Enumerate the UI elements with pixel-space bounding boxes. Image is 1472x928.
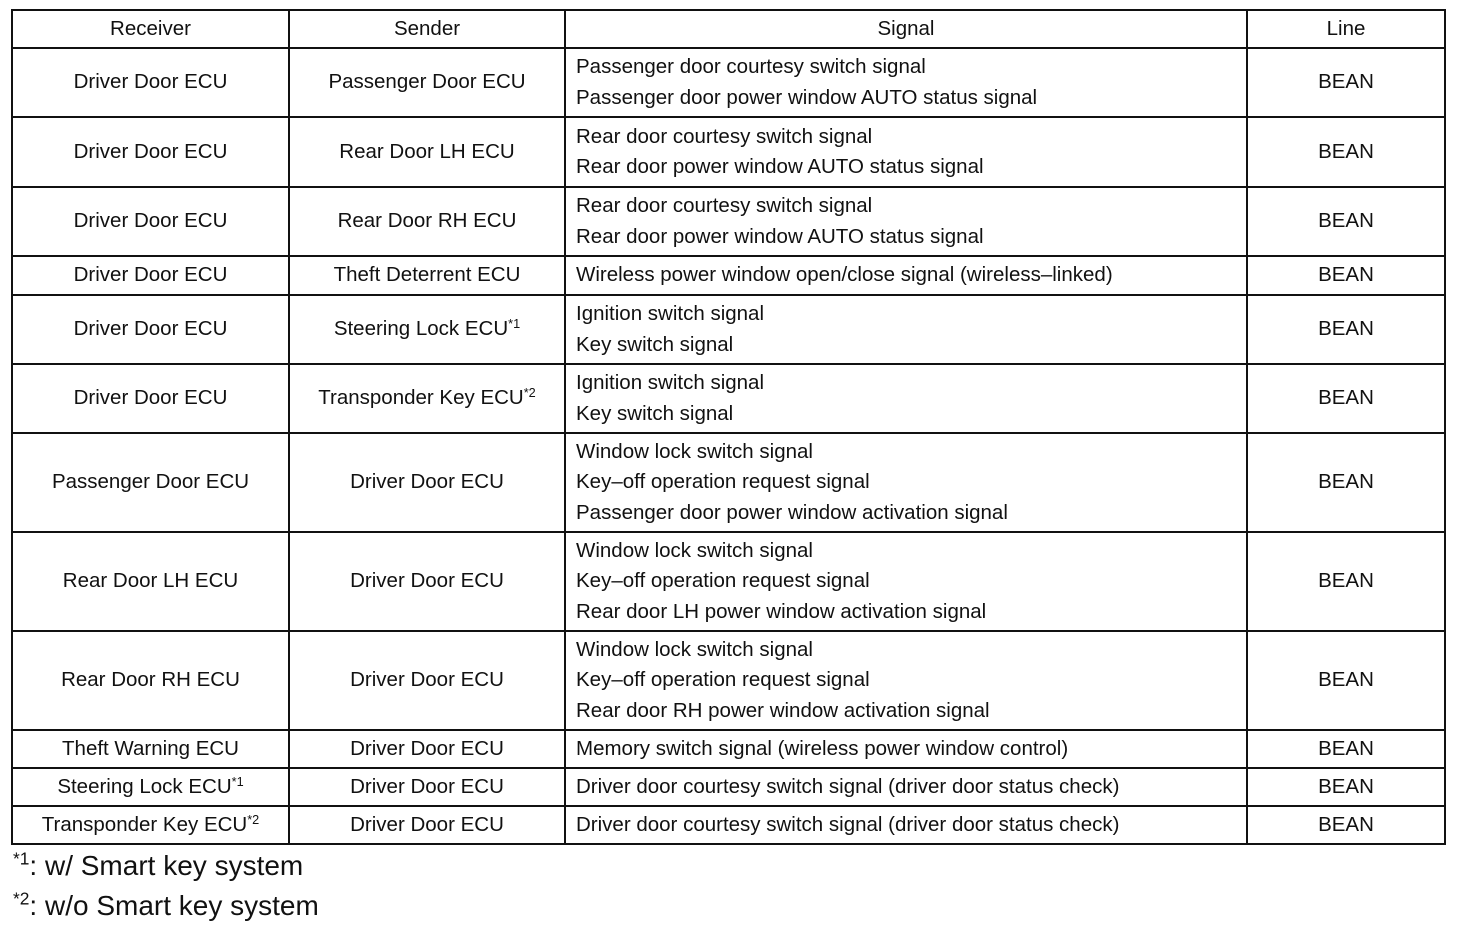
line-cell	[1247, 631, 1445, 730]
sender-cell	[289, 433, 565, 532]
line-cell	[1247, 532, 1445, 631]
receiver-cell	[12, 532, 289, 631]
signal-line: Key–off operation request signal	[576, 668, 870, 692]
signal-line: Rear door courtesy switch signal	[576, 194, 873, 217]
line-label: BEAN	[1318, 812, 1374, 836]
sender-cell	[289, 295, 565, 364]
sender-cell	[289, 364, 565, 433]
sender-cell	[289, 730, 565, 768]
receiver-label: Driver Door ECU	[73, 139, 228, 163]
signal-line: Ignition switch signal	[576, 371, 765, 394]
line-cell	[1247, 730, 1445, 768]
line-label: BEAN	[1318, 317, 1374, 341]
line-label: BEAN	[1318, 774, 1374, 798]
receiver-cell	[12, 631, 289, 730]
table-row	[12, 117, 1445, 187]
receiver-cell	[12, 806, 289, 844]
signal-line: Rear door power window AUTO status signal	[576, 155, 984, 178]
signal-line: Window lock switch signal	[576, 439, 813, 463]
table-row	[12, 806, 1445, 844]
receiver-label: Transponder Key ECU	[41, 812, 248, 836]
footnote-mark: *1	[13, 848, 30, 869]
receiver-cell	[12, 295, 289, 364]
signal-line: Window lock switch signal	[576, 637, 813, 661]
sender-label: Transponder Key ECU	[318, 386, 524, 410]
receiver-label: Rear Door LH ECU	[62, 569, 239, 593]
signal-line: Key switch signal	[576, 401, 734, 425]
sender-label: Rear Door RH ECU	[337, 209, 517, 233]
sender-label: Driver Door ECU	[350, 470, 504, 494]
sender-label: Rear Door LH ECU	[339, 139, 515, 163]
signal-line: Rear door LH power window activation signal	[576, 599, 987, 623]
line-cell	[1247, 48, 1445, 117]
receiver-cell	[12, 364, 289, 433]
signal-line: Ignition switch signal	[576, 302, 765, 325]
signal-cell	[565, 364, 1247, 433]
footnote-ref: *1	[231, 773, 244, 789]
signal-cell	[565, 631, 1247, 730]
signal-line: Rear door RH power window activation signal	[576, 698, 990, 722]
footnote-text: : w/ Smart key system	[29, 850, 304, 881]
signal-line: Key–off operation request signal	[576, 569, 870, 593]
signal-line: Wireless power window open/close signal (wireless–linked)	[576, 263, 1113, 287]
signal-cell	[565, 295, 1247, 364]
signal-cell	[565, 433, 1247, 532]
signal-line: Rear door power window AUTO status signal	[576, 224, 984, 248]
receiver-label: Driver Door ECU	[73, 209, 228, 233]
table-row	[12, 187, 1445, 256]
footnotes	[13, 846, 319, 926]
header-receiver: Receiver	[12, 10, 289, 48]
line-label: BEAN	[1318, 263, 1374, 287]
table-row	[12, 730, 1445, 768]
sender-cell	[289, 187, 565, 256]
footnote-1	[13, 846, 319, 886]
signal-cell	[565, 730, 1247, 768]
sender-label: Driver Door ECU	[350, 774, 504, 798]
sender-label: Driver Door ECU	[350, 812, 504, 836]
sender-cell	[289, 532, 565, 631]
line-label: BEAN	[1318, 569, 1374, 593]
receiver-cell	[12, 117, 289, 187]
receiver-cell	[12, 730, 289, 768]
sender-label: Driver Door ECU	[350, 736, 504, 760]
signal-cell	[565, 806, 1247, 844]
table-row	[12, 256, 1445, 295]
line-label: BEAN	[1318, 209, 1374, 233]
line-cell	[1247, 117, 1445, 187]
table-header	[12, 10, 1445, 48]
sender-label: Theft Deterrent ECU	[333, 263, 521, 287]
sender-label: Passenger Door ECU	[328, 70, 526, 94]
receiver-label: Passenger Door ECU	[51, 470, 250, 494]
sender-label: Driver Door ECU	[350, 668, 504, 692]
line-label: BEAN	[1318, 736, 1374, 760]
table-row	[12, 433, 1445, 532]
line-cell	[1247, 768, 1445, 806]
line-cell	[1247, 433, 1445, 532]
signal-cell	[565, 117, 1247, 187]
signal-table	[11, 9, 1446, 845]
sender-label: Driver Door ECU	[350, 569, 504, 593]
footnote-mark: *2	[13, 888, 30, 909]
line-cell	[1247, 364, 1445, 433]
signal-line: Key switch signal	[576, 332, 734, 356]
line-label: BEAN	[1318, 470, 1374, 494]
signal-cell	[565, 532, 1247, 631]
receiver-cell	[12, 48, 289, 117]
header-signal: Signal	[565, 10, 1247, 48]
sender-cell	[289, 631, 565, 730]
signal-line: Window lock switch signal	[576, 538, 813, 562]
line-cell	[1247, 256, 1445, 295]
footnote-2	[13, 886, 319, 926]
receiver-cell	[12, 187, 289, 256]
header-row	[12, 10, 1445, 48]
signal-cell	[565, 768, 1247, 806]
signal-line: Passenger door power window activation signal	[576, 500, 1008, 524]
sender-label: Steering Lock ECU	[333, 317, 509, 341]
sender-cell	[289, 256, 565, 295]
line-cell	[1247, 187, 1445, 256]
signal-line: Memory switch signal (wireless power window control)	[576, 736, 1069, 760]
table-row	[12, 631, 1445, 730]
line-label: BEAN	[1318, 668, 1374, 692]
signal-line: Driver door courtesy switch signal (driver door status check)	[576, 774, 1120, 798]
table-row	[12, 48, 1445, 117]
receiver-label: Steering Lock ECU	[57, 774, 232, 798]
line-cell	[1247, 806, 1445, 844]
signal-line: Passenger door courtesy switch signal	[576, 55, 926, 78]
receiver-label: Rear Door RH ECU	[61, 668, 240, 692]
table-body	[12, 48, 1445, 844]
footnote-text: : w/o Smart key system	[29, 890, 319, 921]
footnote-ref: *2	[247, 811, 260, 827]
signal-line: Rear door courtesy switch signal	[576, 124, 873, 148]
sender-cell	[289, 768, 565, 806]
line-cell	[1247, 295, 1445, 364]
line-label: BEAN	[1318, 70, 1374, 94]
header-sender: Sender	[289, 10, 565, 48]
signal-line: Key–off operation request signal	[576, 470, 870, 494]
receiver-label: Driver Door ECU	[73, 386, 228, 410]
table-row	[12, 364, 1445, 433]
receiver-cell	[12, 768, 289, 806]
receiver-label: Driver Door ECU	[73, 317, 228, 341]
signal-line: Driver door courtesy switch signal (driver door status check)	[576, 812, 1120, 836]
sender-cell	[289, 806, 565, 844]
table-row	[12, 768, 1445, 806]
receiver-cell	[12, 256, 289, 295]
sender-cell	[289, 117, 565, 187]
footnote-ref: *1	[508, 316, 521, 332]
table-row	[12, 295, 1445, 364]
receiver-label: Theft Warning ECU	[62, 736, 239, 760]
line-label: BEAN	[1318, 386, 1374, 410]
sender-cell	[289, 48, 565, 117]
signal-cell	[565, 187, 1247, 256]
receiver-label: Driver Door ECU	[73, 70, 228, 94]
table-row	[12, 532, 1445, 631]
footnote-ref: *2	[523, 385, 536, 401]
receiver-cell	[12, 433, 289, 532]
receiver-label: Driver Door ECU	[73, 263, 228, 287]
signal-cell	[565, 48, 1247, 117]
header-line: Line	[1247, 10, 1445, 48]
signal-cell	[565, 256, 1247, 295]
signal-line: Passenger door power window AUTO status signal	[576, 85, 1038, 109]
line-label: BEAN	[1318, 139, 1374, 163]
